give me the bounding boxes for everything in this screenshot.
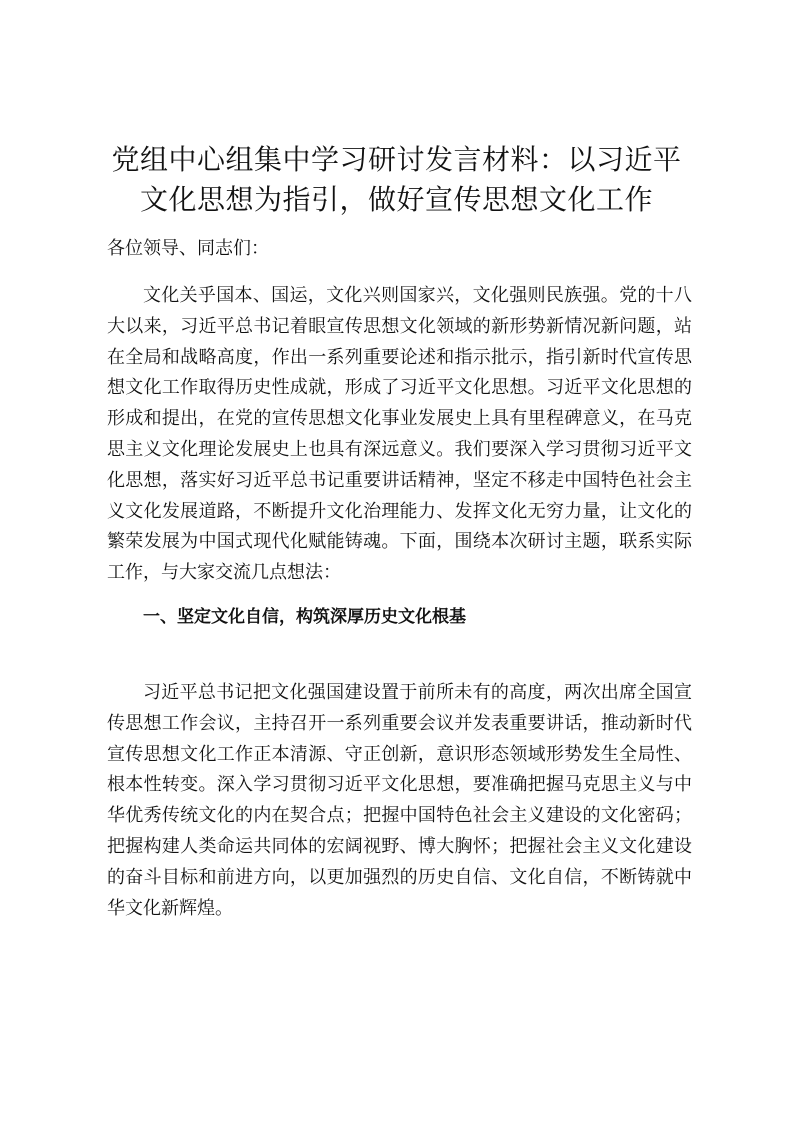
greeting: 各位领导、同志们：	[107, 238, 269, 259]
section-heading-1: 一、坚定文化自信，构筑深厚历史文化根基	[143, 607, 466, 627]
title-line-1: 党组中心组集中学习研讨发言材料：以习近平	[111, 143, 682, 176]
paragraph-section-1: 习近平总书记把文化强国建设置于前所未有的高度，两次出席全国宣传思想工作会议，主持召开一系列重要会议并发表重要讲话，推动新时代宣传思想文化工作正本清源、守正创新，意识形态领域形势发生全局性、根本性转变。深入学习贯彻习近平文化思想，要准确把握马克思主义与中华优秀传统文化的内在契合点；把握中国特色社会主义建设的文化密码；把握构建人类命运共同体的宏阔视野、博大胸怀；把握社会主义文化建设的奋斗目标和前进方向，以更加强烈的历史自信、文化自信，不断铸就中华文化新辉煌。	[107, 682, 692, 919]
page-title	[60, 140, 733, 220]
paragraph-intro: 文化关乎国本、国运，文化兴则国家兴，文化强则民族强。党的十八大以来，习近平总书记着眼宣传思想文化领域的新形势新情况新问题，站在全局和战略高度，作出一系列重要论述和指示批示，指引新时代宣传思想文化工作取得历史性成就，形成了习近平文化思想。习近平文化思想的形成和提出，在党的宣传思想文化事业发展史上具有里程碑意义，在马克思主义文化理论发展史上也具有深远意义。我们要深入学习贯彻习近平文化思想，落实好习近平总书记重要讲话精神，坚定不移走中国特色社会主义文化发展道路，不断提升文化治理能力、发挥文化无穷力量，让文化的繁荣发展为中国式现代化赋能铸魂。下面，围绕本次研讨主题，联系实际工作，与大家交流几点想法：	[107, 285, 692, 584]
title-line-2: 文化思想为指引，做好宣传思想文化工作	[139, 183, 653, 216]
